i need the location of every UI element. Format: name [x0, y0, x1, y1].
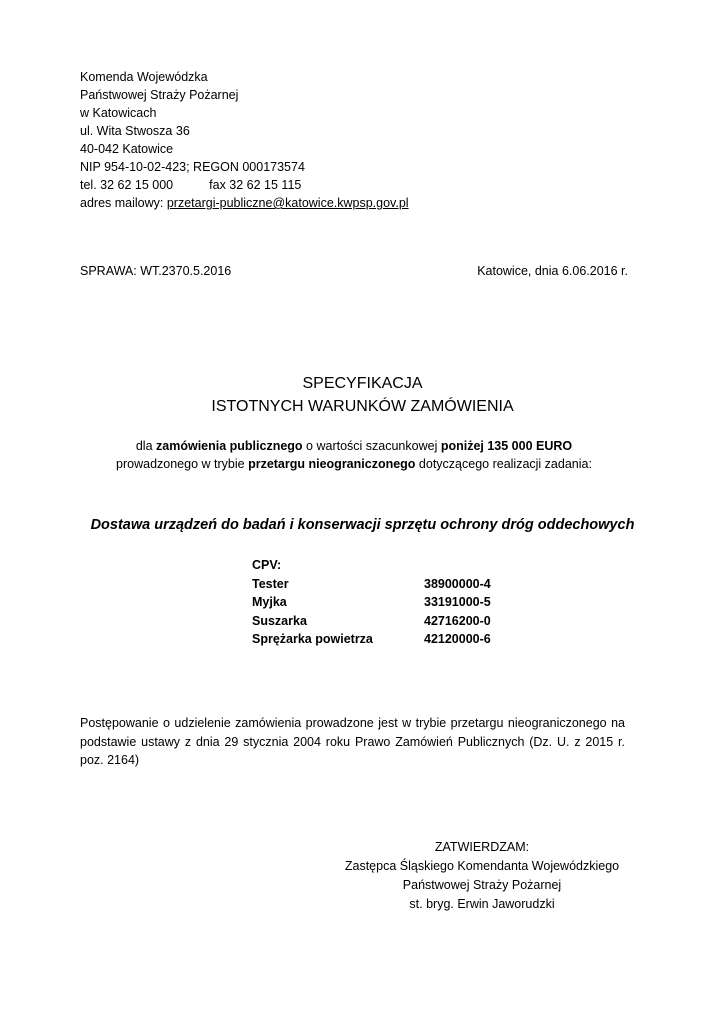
- intro-bold-text: przetargu nieograniczonego: [248, 457, 416, 471]
- sender-phone: tel. 32 62 15 000: [80, 178, 174, 192]
- sender-tax-ids: NIP 954-10-02-423; REGON 000173574: [80, 160, 305, 174]
- cpv-row: [252, 593, 491, 612]
- cpv-heading: CPV:: [252, 558, 282, 572]
- intro-line2: [80, 455, 628, 473]
- sender-street: ul. Wita Stwosza 36: [80, 124, 190, 138]
- sender-postal-city: 40-042 Katowice: [80, 142, 174, 156]
- intro-paragraph: [80, 437, 628, 473]
- email-label: adres mailowy:: [80, 196, 167, 210]
- intro-text: o wartości szacunkowej: [302, 439, 441, 453]
- approval-signature-block: [300, 838, 664, 914]
- cpv-item-code: 42716200-0: [424, 613, 491, 628]
- case-reference: SPRAWA: WT.2370.5.2016: [80, 264, 232, 278]
- sender-phone-fax: [80, 176, 409, 194]
- cpv-item-code: 33191000-5: [424, 595, 491, 609]
- contract-subject: Dostawa urządzeń do badań i konserwacji sprzętu ochrony dróg oddechowych: [90, 517, 635, 533]
- sender-fax: fax 32 62 15 115: [209, 178, 302, 192]
- sender-name-line3: w Katowicach: [80, 106, 157, 120]
- intro-bold-text: zamówienia publicznego: [156, 439, 303, 453]
- case-reference-row: [80, 264, 628, 278]
- title-line1: SPECYFIKACJA: [302, 375, 423, 392]
- intro-line1: [80, 437, 628, 455]
- cpv-row: [252, 575, 491, 594]
- sender-name-line1: Komenda Wojewódzka: [80, 70, 208, 84]
- cpv-codes-table: [252, 556, 491, 649]
- email-link[interactable]: przetargi-publiczne@katowice.kwpsp.gov.pl: [166, 196, 409, 210]
- title-line2: ISTOTNYCH WARUNKÓW ZAMÓWIENIA: [211, 398, 514, 415]
- sender-email-line: [80, 194, 409, 212]
- cpv-item-name: Sprężarka powietrza: [252, 632, 373, 646]
- cpv-row: [252, 612, 491, 631]
- sender-address-block: [80, 68, 409, 212]
- document-title: [0, 372, 725, 418]
- cpv-item-code: 42120000-6: [424, 632, 491, 646]
- cpv-row: [252, 630, 491, 649]
- intro-text: dotyczącego realizacji zadania:: [415, 457, 592, 471]
- procedure-paragraph: Postępowanie o udzielenie zamówienia prowadzone jest w trybie przetargu nieograniczonego na podstawie ustawy z dnia 29 stycznia 2004 roku Prawo Zamówień Publicznych (Dz. U. z 2015 r. poz. 2164): [80, 716, 625, 767]
- signatory-title: Zastępca Śląskiego Komendanta Wojewódzkiego: [344, 859, 620, 873]
- cpv-item-name: Suszarka: [252, 613, 307, 628]
- intro-text: dla: [135, 439, 157, 453]
- document-date: Katowice, dnia 6.06.2016 r.: [477, 264, 628, 278]
- cpv-item-name: Tester: [252, 576, 289, 591]
- cpv-item-code: 38900000-4: [424, 576, 491, 591]
- sender-name-line2: Państwowej Straży Pożarnej: [80, 88, 239, 102]
- cpv-item-name: Myjka: [252, 595, 287, 609]
- signatory-name: st. bryg. Erwin Jaworudzki: [409, 897, 555, 911]
- intro-text: prowadzonego w trybie: [116, 457, 249, 471]
- intro-bold-text: poniżej 135 000 EURO: [440, 439, 573, 453]
- approval-label: ZATWIERDZAM:: [434, 840, 530, 854]
- signatory-organization: Państwowej Straży Pożarnej: [402, 878, 562, 892]
